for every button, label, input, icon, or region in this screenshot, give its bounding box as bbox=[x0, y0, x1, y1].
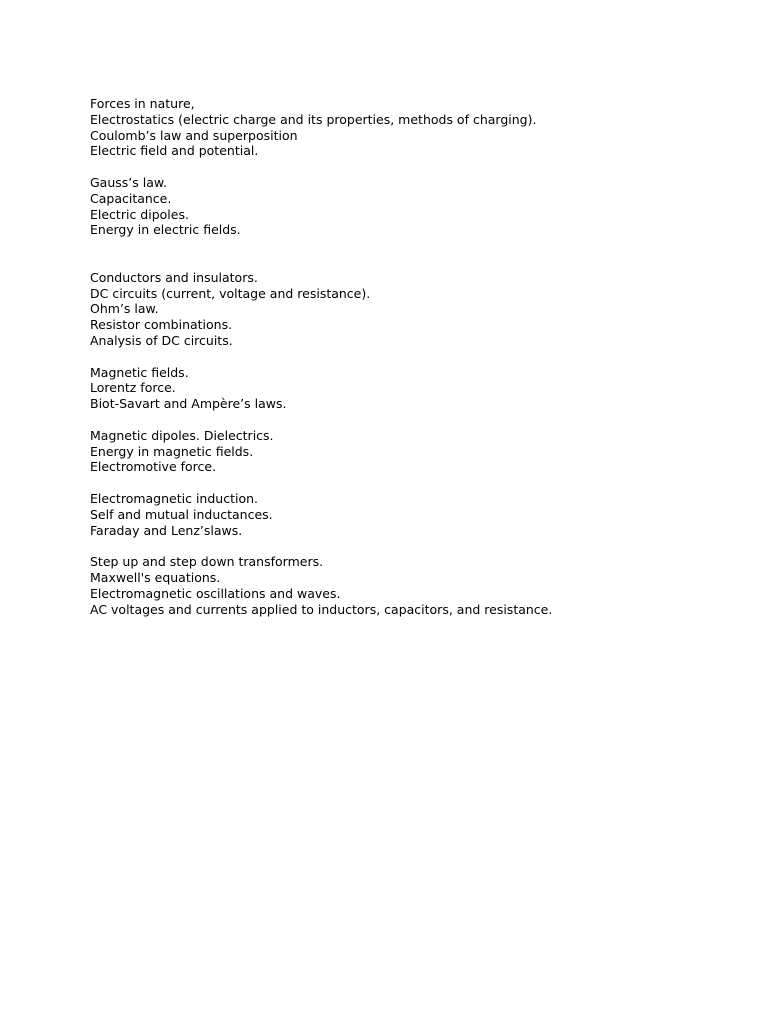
paragraph-gauss bbox=[90, 175, 730, 238]
paragraph-gap bbox=[90, 475, 730, 491]
text-line: Capacitance. bbox=[90, 190, 172, 206]
text-line: Gauss’s law. bbox=[90, 174, 167, 190]
text-line: Faraday and Lenz’slaws. bbox=[90, 522, 243, 538]
text-line: AC voltages and currents applied to inductors, capacitors, and resistance. bbox=[90, 601, 553, 617]
text-line: Analysis of DC circuits. bbox=[90, 332, 233, 348]
text-line: Energy in electric fields. bbox=[90, 222, 241, 238]
paragraph-magnetic-fields bbox=[90, 365, 730, 412]
text-line: Step up and step down transformers. bbox=[90, 554, 324, 570]
text-line: DC circuits (current, voltage and resistance). bbox=[90, 285, 371, 301]
paragraph-dc-circuits bbox=[90, 270, 730, 349]
text-line: Self and mutual inductances. bbox=[90, 506, 273, 522]
paragraph-gap bbox=[90, 238, 730, 270]
document-text bbox=[90, 96, 730, 617]
text-line: Maxwell's equations. bbox=[90, 569, 221, 585]
paragraph-electrostatics bbox=[90, 96, 730, 159]
text-line: Electric dipoles. bbox=[90, 206, 189, 222]
text-line: Electromotive force. bbox=[90, 459, 217, 475]
text-line: Conductors and insulators. bbox=[90, 269, 258, 285]
paragraph-induction bbox=[90, 491, 730, 538]
text-line: Electric field and potential. bbox=[90, 143, 259, 159]
text-line: Electromagnetic induction. bbox=[90, 490, 258, 506]
paragraph-transformers bbox=[90, 554, 730, 617]
text-line: Electromagnetic oscillations and waves. bbox=[90, 585, 341, 601]
text-line: Magnetic fields. bbox=[90, 364, 189, 380]
text-line: Energy in magnetic fields. bbox=[90, 443, 254, 459]
text-line: Lorentz force. bbox=[90, 380, 176, 396]
text-line: Biot-Savart and Ampère’s laws. bbox=[90, 396, 287, 412]
text-line: Resistor combinations. bbox=[90, 317, 233, 333]
paragraph-gap bbox=[90, 538, 730, 554]
paragraph-magnetic-dipoles bbox=[90, 428, 730, 475]
text-line: Forces in nature, bbox=[90, 96, 195, 111]
text-line: Electrostatics (electric charge and its properties, methods of charging). bbox=[90, 111, 537, 127]
text-line: Coulomb’s law and superposition bbox=[90, 127, 298, 143]
paragraph-gap bbox=[90, 412, 730, 428]
text-line: Ohm’s law. bbox=[90, 301, 159, 317]
text-line: Magnetic dipoles. Dielectrics. bbox=[90, 427, 274, 443]
paragraph-gap bbox=[90, 349, 730, 365]
paragraph-gap bbox=[90, 159, 730, 175]
